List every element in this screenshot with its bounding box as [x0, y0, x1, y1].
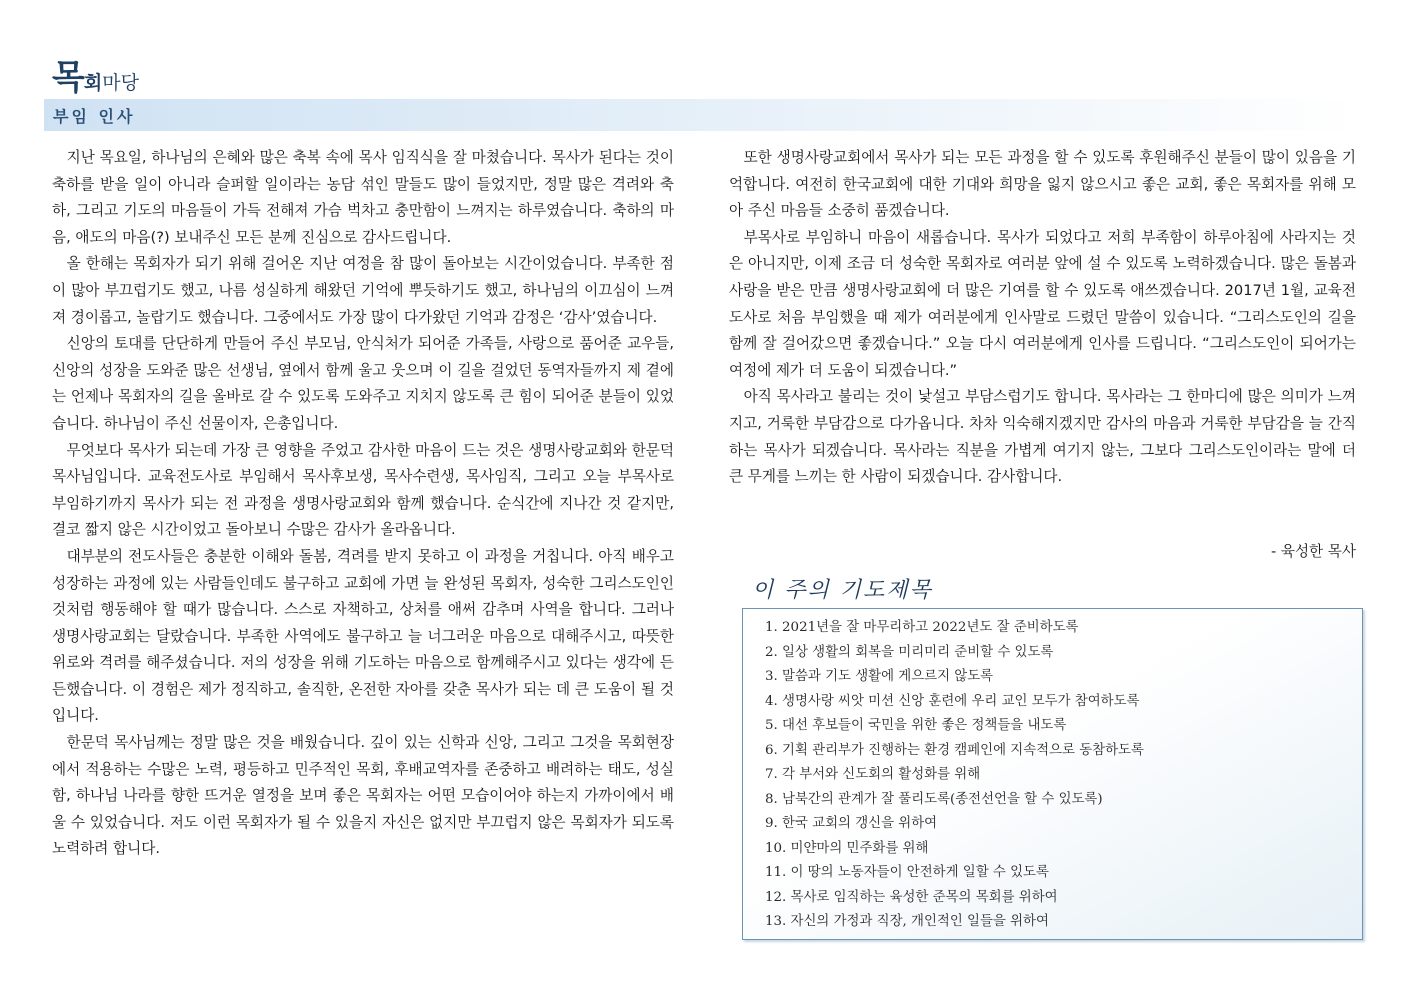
prayer-item: 5. 대선 후보들이 국민을 위한 좋은 정책들을 내도록 [765, 718, 1067, 733]
prayer-item: 9. 한국 교회의 갱신을 위하여 [765, 816, 938, 831]
newsletter-logo [52, 50, 139, 98]
prayer-item: 11. 이 땅의 노동자들이 안전하게 일할 수 있도록 [765, 865, 1049, 880]
section-title: 부임 인사 [53, 107, 136, 126]
logo-text-large: 목 [52, 58, 84, 98]
article-paragraph: 무엇보다 목사가 되는데 가장 큰 영향을 주었고 감사한 마음이 드는 것은 생명사랑교회와 한문덕 목사님입니다. 교육전도사로 부임해서 목사후보생, 목사수련생, 목사임직, 그리고 오늘 부목사로 부임하기까지 목사가 되는 전 과정을 생명사랑교회와 함께 했습니다. 순식간에 지나간 것 같지만, 결코 짧지 않은 시간이었고 돌아보니 수많은 감사가 올라옵니다. [52, 441, 674, 539]
prayer-section-title: 이 주의 기도제목 [752, 578, 933, 603]
article-paragraph: 올 한해는 목회자가 되기 위해 걸어온 지난 여정을 참 많이 돌아보는 시간이었습니다. 부족한 점이 많아 부끄럽기도 했고, 나름 성실하게 해왔던 기억에 뿌듯하기도 했고, 하나님의 이끄심이 느껴져 경이롭고, 놀랍기도 했습니다. 그중에서도 가장 많이 다가왔던 기억과 감정은 ‘감사’였습니다. [52, 255, 674, 326]
right-article-column [729, 145, 1356, 491]
prayer-item: 3. 말씀과 기도 생활에 게으르지 않도록 [765, 669, 994, 684]
article-paragraph: 지난 목요일, 하나님의 은혜와 많은 축복 속에 목사 임직식을 잘 마쳤습니다. 목사가 된다는 것이 축하를 받을 일이 아니라 슬퍼할 일이라는 농담 섞인 말들도 많이 들었지만, 정말 많은 격려와 축하, 그리고 기도의 마음들이 가득 전해져 가슴 벅차고 충만함이 느껴지는 하루였습니다. 축하의 마음, 애도의 마음(?) 보내주신 모든 분께 진심으로 감사드립니다. [52, 149, 674, 246]
section-header-bar [44, 99, 1366, 131]
left-article-column [52, 145, 674, 863]
prayer-item: 10. 미얀마의 민주화를 위해 [765, 840, 929, 856]
article-paragraph: 아직 목사라고 불리는 것이 낯설고 부담스럽기도 합니다. 목사라는 그 한마디에 많은 의미가 느껴지고, 거룩한 부담감으로 다가옵니다. 차차 익숙해지겠지만 감사의 마음과 거룩한 부담감을 늘 간직하는 목사가 되겠습니다. 목사라는 직분을 가볍게 여기지 않는, 그보다 그리스도인이라는 말에 더 큰 무게를 느끼는 한 사람이 되겠습니다. 감사합니다. [729, 388, 1356, 486]
article-paragraph: 또한 생명사랑교회에서 목사가 되는 모든 과정을 할 수 있도록 후원해주신 분들이 많이 있음을 기억합니다. 여전히 한국교회에 대한 기대와 희망을 잃지 않으시고 좋은 교회, 좋은 목회자를 위해 모아 주신 마음들 소중히 품겠습니다. [729, 149, 1356, 220]
prayer-item: 13. 자신의 가정과 직장, 개인적인 일들을 위하여 [765, 914, 1049, 929]
prayer-item: 2. 일상 생활의 회복을 미리미리 준비할 수 있도록 [765, 644, 1054, 660]
article-paragraph: 대부분의 전도사들은 충분한 이해와 돌봄, 격려를 받지 못하고 이 과정을 거칩니다. 아직 배우고 성장하는 과정에 있는 사람들인데도 불구하고 교회에 가면 늘 완성된 목회자, 성숙한 그리스도인인 것처럼 행동해야 할 때가 많습니다. 스스로 자책하고, 상처를 애써 감추며 사역을 합니다. 그러나 생명사랑교회는 달랐습니다. 부족한 사역에도 불구하고 늘 너그러운 마음으로 대해주시고, 따뜻한 위로와 격려를 해주셨습니다. 저의 성장을 위해 기도하는 마음으로 함께해주시고 있다는 생각에 든든했습니다. 이 경험은 제가 정직하고, 솔직한, 온전한 자아를 갖춘 목사가 되는 데 큰 도움이 될 것입니다. [52, 547, 674, 725]
prayer-item: 8. 남북간의 관계가 잘 풀리도록(종전선언을 할 수 있도록) [765, 791, 1103, 807]
article-paragraph: 신앙의 토대를 단단하게 만들어 주신 부모님, 안식처가 되어준 가족들, 사랑으로 품어준 교우들, 신앙의 성장을 도와준 많은 선생님, 옆에서 함께 울고 웃으며 이 길을 걸었던 동역자들까지 제 곁에는 언제나 목회자의 길을 올바로 갈 수 있도록 도와주고 지치지 않도록 큰 힘이 되어준 분들이 있었습니다. 하나님이 주신 선물이자, 은총입니다. [52, 335, 674, 432]
logo-text-small: 마당 [102, 72, 139, 94]
article-paragraph: 부목사로 부임하니 마음이 새롭습니다. 목사가 되었다고 저희 부족함이 하루아침에 사라지는 것은 아니지만, 이제 조금 더 성숙한 목회자로 여러분 앞에 설 수 있도록 노력하겠습니다. 많은 돌봄과 사랑을 받은 만큼 생명사랑교회에 더 많은 기여를 할 수 있도록 애쓰겠습니다. 2017년 1월, 교육전도사로 처음 부임했을 때 제가 여러분에게 인사말로 드렸던 말씀이 있습니다. “그리스도인의 길을 함께 잘 걸어갔으면 좋겠습니다.” 오늘 다시 여러분에게 인사를 드립니다. “그리스도인이 되어가는 여정에 제가 더 도움이 되겠습니다.” [729, 228, 1356, 379]
logo-text-mid: 회 [83, 72, 103, 94]
prayer-item: 12. 목사로 임직하는 육성한 준목의 목회를 위하여 [765, 889, 1058, 905]
author-signature: - 육성한 목사 [1270, 543, 1356, 560]
prayer-item: 6. 기획 관리부가 진행하는 환경 캠페인에 지속적으로 동참하도록 [765, 742, 1144, 758]
prayer-item: 7. 각 부서와 신도회의 활성화를 위해 [765, 767, 981, 782]
prayer-list [765, 616, 1144, 935]
prayer-list-box [742, 608, 1363, 940]
prayer-item: 1. 2021년을 잘 마무리하고 2022년도 잘 준비하도록 [765, 620, 1079, 635]
article-paragraph: 한문덕 목사님께는 정말 많은 것을 배웠습니다. 깊이 있는 신학과 신앙, 그리고 그것을 목회현장에서 적용하는 수많은 노력, 평등하고 민주적인 목회, 후배교역자를 존중하고 배려하는 태도, 성실함, 하나님 나라를 향한 뜨거운 열정을 보며 좋은 목회자는 어떤 모습이어야 하는지 가까이에서 배울 수 있었습니다. 저도 이런 목회자가 될 수 있을지 자신은 없지만 부끄럽지 않은 목회자가 되도록 노력하려 합니다. [52, 734, 674, 858]
prayer-item: 4. 생명사랑 씨앗 미션 신앙 훈련에 우리 교인 모두가 참여하도록 [765, 693, 1140, 709]
